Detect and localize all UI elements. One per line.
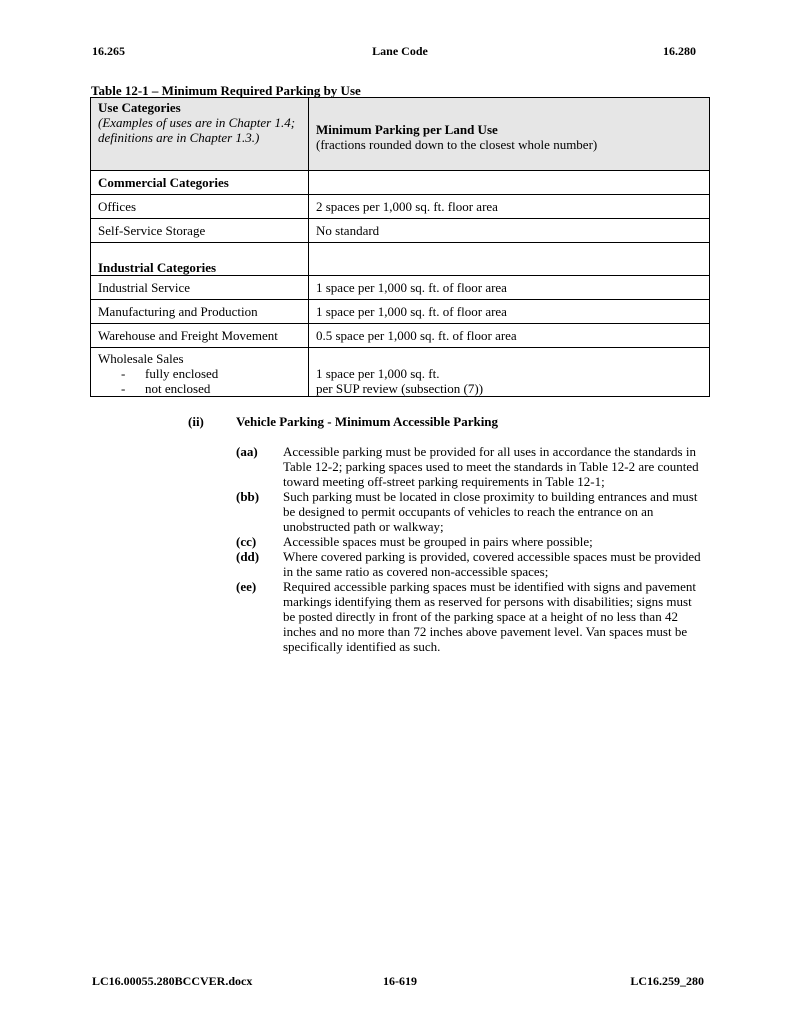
- use-cell: Industrial Service: [91, 276, 309, 300]
- header-title: Lane Code: [372, 44, 428, 58]
- requirement-line: per SUP review (subsection (7)): [316, 381, 484, 396]
- section-title: Vehicle Parking - Minimum Accessible Parking: [236, 414, 499, 429]
- table-row: [91, 300, 710, 324]
- table-row: [91, 171, 710, 195]
- wholesale-sub-item: [98, 381, 301, 396]
- footer-filename: LC16.00055.280BCCVER.docx: [92, 974, 253, 988]
- requirement-line: 1 space per 1,000 sq. ft.: [316, 366, 440, 381]
- list-item: [236, 444, 706, 489]
- parking-table: [90, 97, 710, 397]
- wholesale-sub-item: [98, 366, 301, 381]
- wholesale-sub-label: not enclosed: [145, 381, 211, 396]
- wholesale-label: Wholesale Sales: [98, 351, 184, 366]
- item-text: Where covered parking is provided, covered accessible spaces must be provided in the same ratio as covered non-accessible spaces;: [283, 549, 701, 579]
- requirement-cell: 2 spaces per 1,000 sq. ft. floor area: [309, 195, 710, 219]
- use-categories-title: Use Categories: [98, 100, 181, 115]
- item-text: Such parking must be located in close proximity to building entrances and must be designed to permit occupants of vehicles to reach the entrance on an unobstructed path or walkway;: [283, 489, 698, 534]
- requirement-cell: [309, 348, 710, 397]
- footer-page-number: 16-619: [383, 974, 417, 988]
- list-item: [236, 534, 706, 549]
- use-cell: [91, 348, 309, 397]
- requirement-cell: 1 space per 1,000 sq. ft. of floor area: [309, 300, 710, 324]
- header-cell-use-categories: [91, 98, 309, 171]
- use-cell: Warehouse and Freight Movement: [91, 324, 309, 348]
- table-caption: Table 12-1 – Minimum Required Parking by Use: [91, 83, 361, 98]
- min-parking-note: (fractions rounded down to the closest whole number): [316, 137, 598, 152]
- item-label: (cc): [236, 534, 257, 549]
- item-label: (ee): [236, 579, 257, 594]
- list-dash: -: [121, 366, 126, 381]
- item-text: Required accessible parking spaces must be identified with signs and pavement markings identifying them as reserved for persons with disabilities; signs must be posted directly in front of the parking space at a height of no less than 42 inches and no more than 72 inches above pavement level. Van spaces must be specifically identified as such.: [283, 579, 696, 654]
- table-row: [91, 276, 710, 300]
- header-cell-min-parking: [309, 98, 710, 171]
- item-label: (dd): [236, 549, 260, 564]
- section-number: (ii): [188, 414, 204, 429]
- header-section-end: 16.280: [663, 44, 696, 58]
- accessible-parking-list: [236, 444, 706, 654]
- requirement-cell: No standard: [309, 219, 710, 243]
- item-text: Accessible parking must be provided for all uses in accordance the standards in Table 12-2; parking spaces used to meet the standards in Table 12-2 are counted toward meeting off-street parking requirements in Table 12-1;: [283, 444, 699, 489]
- table-row: [91, 348, 710, 397]
- table-row: [91, 219, 710, 243]
- item-label: (bb): [236, 489, 260, 504]
- item-text: Accessible spaces must be grouped in pairs where possible;: [283, 534, 593, 549]
- item-label: (aa): [236, 444, 258, 459]
- table-row: [91, 243, 710, 276]
- header-section-start: 16.265: [92, 44, 125, 58]
- use-cell: Self-Service Storage: [91, 219, 309, 243]
- commercial-heading: Commercial Categories: [91, 171, 309, 195]
- footer-reference: LC16.259_280: [630, 974, 704, 988]
- list-item: [236, 579, 706, 654]
- list-item: [236, 549, 706, 579]
- use-cell: Manufacturing and Production: [91, 300, 309, 324]
- wholesale-sub-label: fully enclosed: [145, 366, 219, 381]
- use-cell: Offices: [91, 195, 309, 219]
- requirement-cell: 0.5 space per 1,000 sq. ft. of floor area: [309, 324, 710, 348]
- table-header-row: [91, 98, 710, 171]
- table-row: [91, 195, 710, 219]
- use-categories-note: (Examples of uses are in Chapter 1.4; definitions are in Chapter 1.3.): [98, 115, 296, 145]
- industrial-heading: Industrial Categories: [91, 243, 309, 276]
- requirement-cell: 1 space per 1,000 sq. ft. of floor area: [309, 276, 710, 300]
- table-row: [91, 324, 710, 348]
- list-item: [236, 489, 706, 534]
- list-dash: -: [121, 381, 126, 396]
- min-parking-title: Minimum Parking per Land Use: [316, 122, 498, 137]
